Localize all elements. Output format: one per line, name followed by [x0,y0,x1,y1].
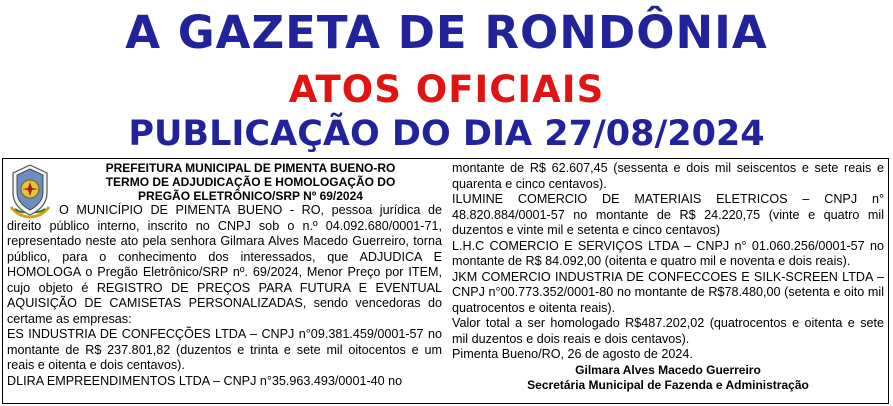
notice-intro: O MUNICÍPIO DE PIMENTA BUENO - RO, pessoa jurídica de direito público interno, inscrito no CNPJ sob o n.º 04.092.680/0001-71, representado neste ato pela senhora Gilmara Alves Macedo Guerreiro, torna público, para o conhecimento dos interessados, que ADJUDICA E HOMOLOGA o Pregão Eletrônico/SRP nº. 69/2024, Menor Preço por ITEM, cujo objeto é REGISTRO DE PREÇOS PARA FUTURA E EVENTUAL AQUISIÇÃO DE CAMISETAS PERSONALIZADAS, sendo vencedoras do certame as empresas: [7,203,442,326]
section-title: ATOS OFICIAIS [288,68,605,111]
winner-lhc: L.H.C COMERCIO E SERVIÇOS LTDA – CNPJ n° 01.060.256/0001-57 no montante de R$ 84.092,00 (oitenta e quatro mil e noventa e dois reais). [452,238,884,268]
publication-date-title: PUBLICAÇÃO DO DIA 27/08/2024 [128,114,765,154]
total-amount: Valor total a ser homologado R$487.202,02 (quatrocentos e oitenta e sete mil duzentos e dois reais e dois centavos). [452,316,884,346]
notice-org: PREFEITURA MUNICIPAL DE PIMENTA BUENO-RO [105,161,396,175]
newspaper-title: A GAZETA DE RONDÔNIA [125,6,768,59]
winner-es-industria: ES INDUSTRIA DE CONFECÇÕES LTDA – CNPJ n°09.381.459/0001-57 no montante de R$ 237.801,82 (duzentos e trinta e sete mil oitocentos e um reais e oitenta e dois centavos). [7,327,442,372]
notice-left-column [7,161,442,389]
notice-box [2,158,889,404]
notice-right-column [452,161,884,394]
newspaper-header [0,0,893,155]
winner-ilumine: ILUMINE COMERCIO DE MATERIAIS ELETRICOS – CNPJ n° 48.820.884/0001-57 no montante de R$ 24.220,75 (vinte e quatro mil duzentos e vinte mil e setenta e cinco centavos) [452,192,884,237]
notice-heading [59,161,442,203]
winner-dlira-end: montante de R$ 62.607,45 (sessenta e dois mil seiscentos e sete reais e quarenta e cinco centavos). [452,161,884,191]
winner-dlira-start: DLIRA EMPREENDIMENTOS LTDA – CNPJ n°35.963.493/0001-40 no [7,373,403,388]
notice-title-line1: TERMO DE ADJUDICAÇÃO E HOMOLOGAÇÃO DO [105,175,396,189]
municipal-crest-icon [7,163,53,219]
signer-role: Secretária Municipal de Fazenda e Administração [527,378,809,392]
place-date: Pimenta Bueno/RO, 26 de agosto de 2024. [452,347,693,361]
winner-jkm: JKM COMERCIO INDUSTRIA DE CONFECCOES E SILK-SCREEN LTDA – CNPJ n°00.773.352/0001-80 no montante de R$78.480,00 (setenta e oito mil quatrocentos e oitenta reais). [452,269,884,315]
notice-title-line2: PREGÃO ELETRÔNICO/SRP Nº 69/2024 [138,189,363,203]
signer-name: Gilmara Alves Macedo Guerreiro [575,362,761,377]
